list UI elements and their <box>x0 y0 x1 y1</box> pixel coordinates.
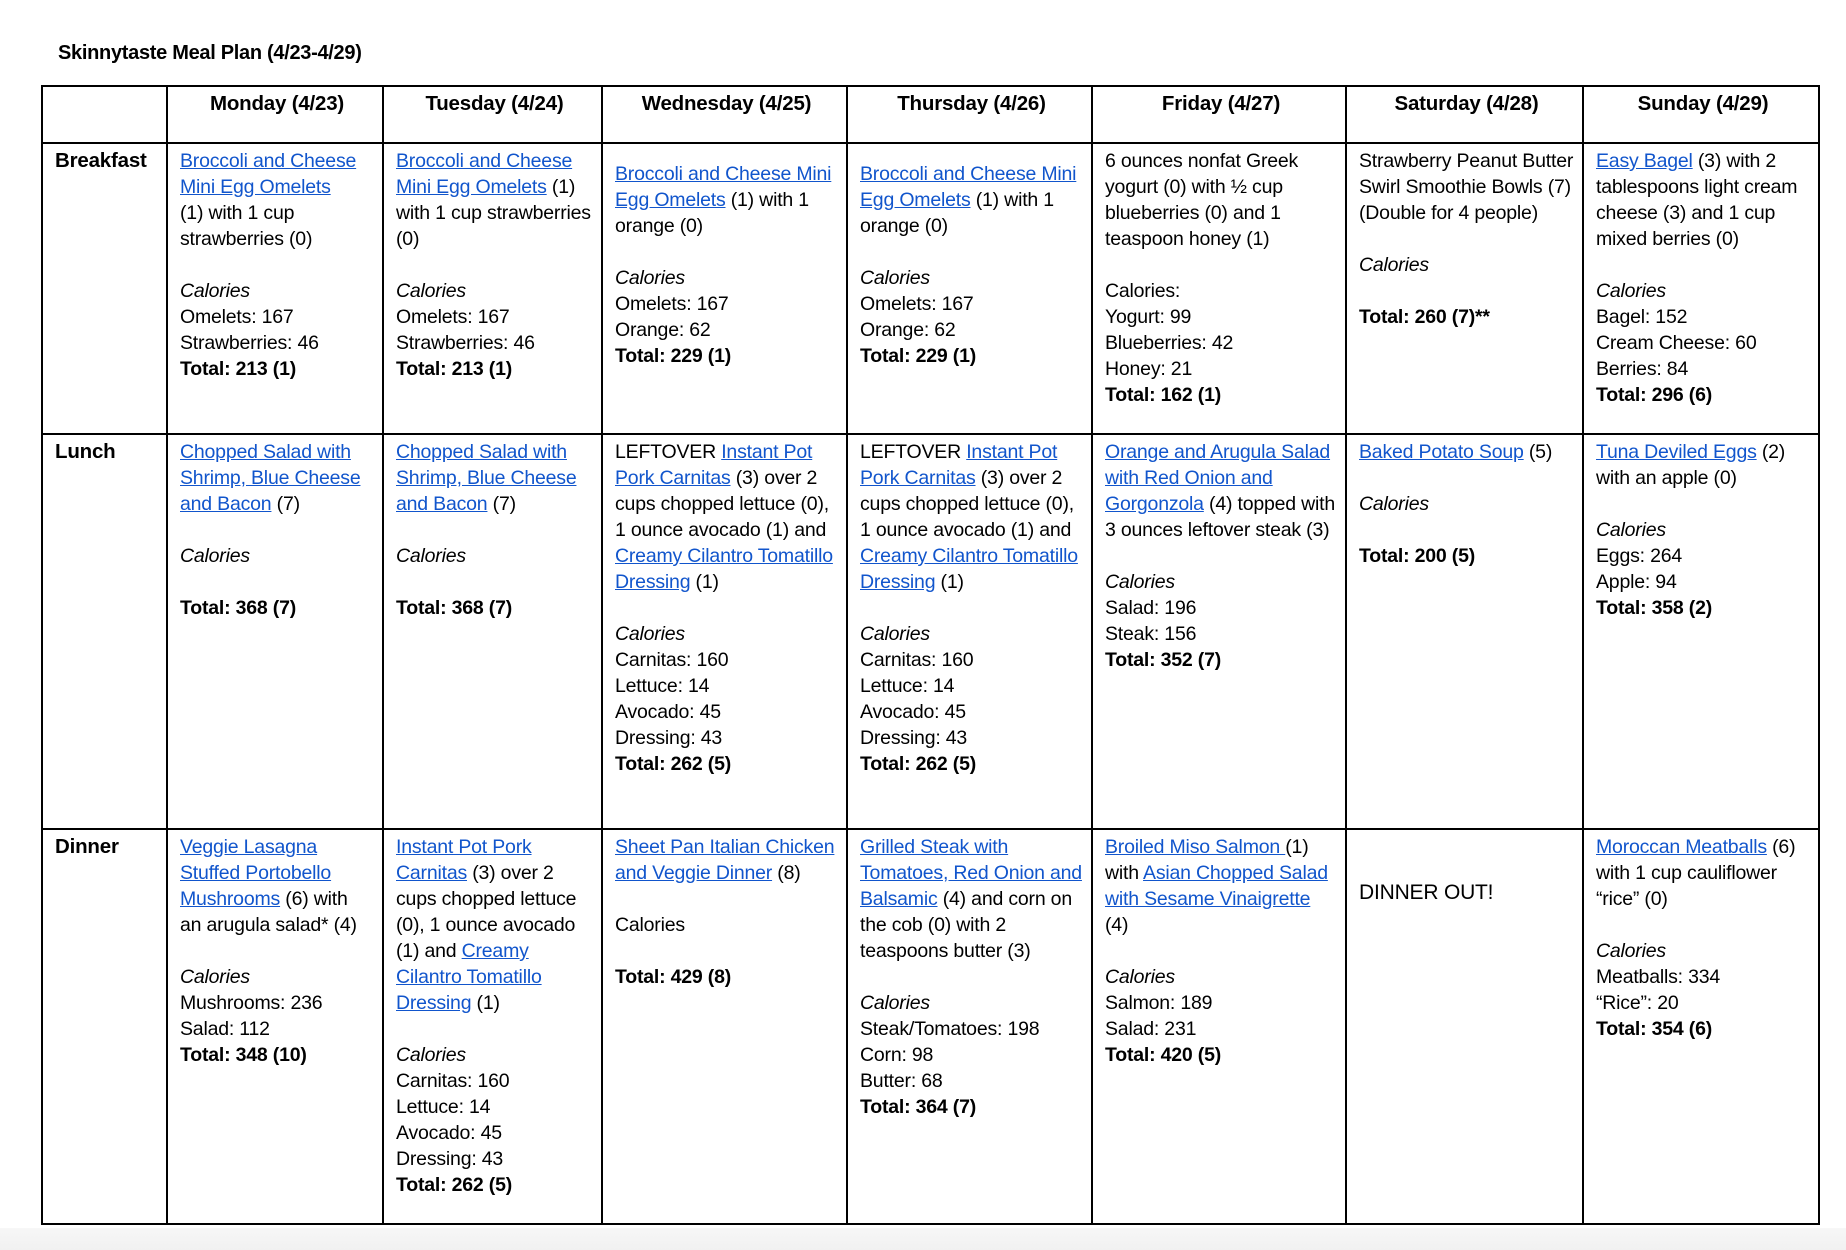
breakfast-sunday-cell <box>1583 143 1819 434</box>
dinner-wednesday-cell <box>602 829 847 1224</box>
calorie-total: Total: 262 (5) <box>860 753 977 775</box>
recipe-link[interactable]: Veggie Lasagna Stuffed Portobello Mushrooms <box>180 836 332 910</box>
row-header-dinner: Dinner <box>42 829 167 1224</box>
recipe-link[interactable]: Easy Bagel <box>1596 150 1693 172</box>
calorie-item: Bagel: 152 <box>1596 306 1688 328</box>
meal-description: (1) with 1 orange (0) <box>615 189 809 237</box>
dinner-row <box>42 829 1819 1224</box>
lunch-friday-cell <box>1092 434 1346 829</box>
meal-description: 6 ounces nonfat Greek yogurt (0) with ½ cup blueberries (0) and 1 teaspoon honey (1) <box>1105 150 1299 250</box>
calorie-item: Lettuce: 14 <box>396 1096 491 1118</box>
dinner-tuesday-cell <box>383 829 602 1224</box>
lunch-saturday-cell <box>1346 434 1583 829</box>
calorie-item: Mushrooms: 236 <box>180 992 323 1014</box>
calories-label: Calories: <box>1105 280 1181 302</box>
calorie-item: Salad: 196 <box>1105 597 1197 619</box>
column-header-sunday: Sunday (4/29) <box>1583 86 1819 143</box>
calorie-item: Carnitas: 160 <box>860 649 974 671</box>
calorie-total: Total: 262 (5) <box>396 1174 513 1196</box>
breakfast-thursday-cell <box>847 143 1092 434</box>
calorie-item: Butter: 68 <box>860 1070 943 1092</box>
meal-description: (3) over 2 cups chopped lettuce (0), 1 ounce avocado (1) and <box>860 467 1074 541</box>
recipe-link-dressing[interactable]: Creamy Cilantro Tomatillo Dressing <box>860 545 1078 593</box>
lunch-sunday-cell <box>1583 434 1819 829</box>
calorie-total: Total: 262 (5) <box>615 753 732 775</box>
recipe-link[interactable]: Baked Potato Soup <box>1359 441 1524 463</box>
calories-label: Calories <box>1596 940 1666 962</box>
meal-description: (3) with 2 tablespoons light cream cheese (3) and 1 cup mixed berries (0) <box>1596 150 1798 250</box>
meal-description-suffix: (1) <box>471 992 500 1014</box>
calorie-item: Orange: 62 <box>860 319 956 341</box>
calories-label: Calories <box>180 280 250 302</box>
breakfast-wednesday-cell <box>602 143 847 434</box>
calories-label: Calories <box>1359 493 1429 515</box>
calorie-item: Carnitas: 160 <box>615 649 729 671</box>
meal-description: (3) over 2 cups chopped lettuce (0), 1 ounce avocado (1) and <box>615 467 829 541</box>
calorie-item: Omelets: 167 <box>180 306 294 328</box>
calories-label: Calories <box>1596 519 1666 541</box>
recipe-link[interactable]: Instant Pot Pork Carnitas <box>615 441 813 489</box>
calorie-item: Salmon: 189 <box>1105 992 1213 1014</box>
calories-label: Calories <box>615 623 685 645</box>
calorie-total: Total: 368 (7) <box>396 597 513 619</box>
lunch-tuesday-cell <box>383 434 602 829</box>
breakfast-tuesday-cell <box>383 143 602 434</box>
page-title: Skinnytaste Meal Plan (4/23-4/29) <box>58 42 362 64</box>
calories-label: Calories <box>860 992 930 1014</box>
recipe-link[interactable]: Chopped Salad with Shrimp, Blue Cheese and Bacon <box>396 441 577 515</box>
calorie-item: Yogurt: 99 <box>1105 306 1192 328</box>
calorie-total: Total: 229 (1) <box>615 345 732 367</box>
column-header-wednesday: Wednesday (4/25) <box>602 86 847 143</box>
calorie-item: Apple: 94 <box>1596 571 1677 593</box>
recipe-link[interactable]: Broccoli and Cheese Mini Egg Omelets <box>615 163 832 211</box>
recipe-link-salad[interactable]: Asian Chopped Salad with Sesame Vinaigrette <box>1105 862 1328 910</box>
calorie-total: Total: 354 (6) <box>1596 1018 1713 1040</box>
meal-description: (7) <box>271 493 300 515</box>
calorie-item: Meatballs: 334 <box>1596 966 1721 988</box>
calorie-item: Salad: 231 <box>1105 1018 1197 1040</box>
calorie-total: Total: 358 (2) <box>1596 597 1713 619</box>
breakfast-monday-cell <box>167 143 383 434</box>
calorie-item: Omelets: 167 <box>615 293 729 315</box>
meal-description: (1) with <box>1105 836 1309 884</box>
calorie-total: Total: 348 (10) <box>180 1044 307 1066</box>
calorie-item: Cream Cheese: 60 <box>1596 332 1757 354</box>
calorie-item: Dressing: 43 <box>396 1148 504 1170</box>
calories-label: Calories <box>615 914 685 936</box>
calorie-item: Dressing: 43 <box>860 727 968 749</box>
lunch-row <box>42 434 1819 829</box>
calories-label: Calories <box>860 267 930 289</box>
page-bottom-edge <box>0 1228 1846 1250</box>
calorie-item: Corn: 98 <box>860 1044 934 1066</box>
calorie-item: Omelets: 167 <box>860 293 974 315</box>
meal-description: (1) with 1 cup strawberries (0) <box>180 202 313 250</box>
header-row <box>42 86 1819 143</box>
calorie-total: Total: 162 (1) <box>1105 384 1222 406</box>
recipe-link[interactable]: Broiled Miso Salmon <box>1105 836 1286 858</box>
calorie-item: “Rice”: 20 <box>1596 992 1679 1014</box>
calorie-item: Avocado: 45 <box>615 701 721 723</box>
meal-description: (4) topped with 3 ounces leftover steak (3) <box>1105 493 1336 541</box>
meal-description-suffix: (4) <box>1105 914 1129 936</box>
calorie-total: Total: 429 (8) <box>615 966 732 988</box>
calorie-item: Orange: 62 <box>615 319 711 341</box>
calorie-item: Omelets: 167 <box>396 306 510 328</box>
meal-description: (8) <box>772 862 801 884</box>
recipe-link[interactable]: Moroccan Meatballs <box>1596 836 1767 858</box>
calorie-item: Lettuce: 14 <box>615 675 710 697</box>
breakfast-saturday-cell <box>1346 143 1583 434</box>
meal-description: (3) over 2 cups chopped lettuce (0), 1 ounce avocado (1) and <box>396 862 577 962</box>
meal-description: Strawberry Peanut Butter Swirl Smoothie Bowls (7) (Double for 4 people) <box>1359 150 1574 224</box>
meal-description: (2) with an apple (0) <box>1596 441 1786 489</box>
calories-label: Calories <box>396 545 466 567</box>
column-header-tuesday: Tuesday (4/24) <box>383 86 602 143</box>
dinner-friday-cell <box>1092 829 1346 1224</box>
calorie-item: Eggs: 264 <box>1596 545 1683 567</box>
meal-description-suffix: (1) <box>935 571 964 593</box>
column-header-saturday: Saturday (4/28) <box>1346 86 1583 143</box>
meal-description: (6) with 1 cup cauliflower “rice” (0) <box>1596 836 1796 910</box>
recipe-link-dressing[interactable]: Creamy Cilantro Tomatillo Dressing <box>396 940 542 1014</box>
dinner-saturday-cell <box>1346 829 1583 1224</box>
row-header-lunch: Lunch <box>42 434 167 829</box>
calorie-total: Total: 352 (7) <box>1105 649 1222 671</box>
leftover-prefix: LEFTOVER <box>860 441 967 463</box>
meal-plan-table <box>41 85 1820 1225</box>
calorie-total: Total: 213 (1) <box>396 358 513 380</box>
column-header-monday: Monday (4/23) <box>167 86 383 143</box>
calorie-total: Total: 260 (7)** <box>1359 306 1490 328</box>
calorie-total: Total: 200 (5) <box>1359 545 1476 567</box>
lunch-thursday-cell <box>847 434 1092 829</box>
calories-label: Calories <box>1105 966 1175 988</box>
calorie-item: Strawberries: 46 <box>396 332 535 354</box>
row-header-breakfast: Breakfast <box>42 143 167 434</box>
calorie-item: Steak: 156 <box>1105 623 1197 645</box>
meal-description: (4) and corn on the cob (0) with 2 teaspoons butter (3) <box>860 888 1072 962</box>
recipe-link[interactable]: Orange and Arugula Salad with Red Onion and Gorgonzola <box>1105 441 1331 515</box>
corner-cell <box>42 86 167 143</box>
calorie-item: Dressing: 43 <box>615 727 723 749</box>
meal-description: (1) with 1 orange (0) <box>860 189 1054 237</box>
calorie-total: Total: 364 (7) <box>860 1096 977 1118</box>
calories-label: Calories <box>615 267 685 289</box>
calories-label: Calories <box>396 280 466 302</box>
calorie-item: Blueberries: 42 <box>1105 332 1234 354</box>
meal-description: (5) <box>1523 441 1553 463</box>
breakfast-friday-cell <box>1092 143 1346 434</box>
calories-label: Calories <box>860 623 930 645</box>
recipe-link[interactable]: Broccoli and Cheese Mini Egg Omelets <box>396 150 573 198</box>
calorie-item: Steak/Tomatoes: 198 <box>860 1018 1040 1040</box>
calorie-item: Avocado: 45 <box>396 1122 502 1144</box>
calorie-item: Berries: 84 <box>1596 358 1689 380</box>
calories-label: Calories <box>1596 280 1666 302</box>
dinner-sunday-cell <box>1583 829 1819 1224</box>
calorie-item: Carnitas: 160 <box>396 1070 510 1092</box>
recipe-link[interactable]: Instant Pot Pork Carnitas <box>396 836 532 884</box>
calorie-item: Honey: 21 <box>1105 358 1193 380</box>
meal-description: (6) with an arugula salad* (4) <box>180 888 357 936</box>
recipe-link[interactable]: Grilled Steak with Tomatoes, Red Onion and Balsamic <box>860 836 1082 910</box>
recipe-link-dressing[interactable]: Creamy Cilantro Tomatillo Dressing <box>615 545 833 593</box>
calorie-item: Avocado: 45 <box>860 701 966 723</box>
lunch-monday-cell <box>167 434 383 829</box>
recipe-link[interactable]: Sheet Pan Italian Chicken and Veggie Dinner <box>615 836 835 884</box>
calorie-item: Strawberries: 46 <box>180 332 319 354</box>
calories-label: Calories <box>180 966 250 988</box>
leftover-prefix: LEFTOVER <box>615 441 722 463</box>
recipe-link[interactable]: Chopped Salad with Shrimp, Blue Cheese and Bacon <box>180 441 361 515</box>
calories-label: Calories <box>1105 571 1175 593</box>
calorie-item: Lettuce: 14 <box>860 675 955 697</box>
recipe-link[interactable]: Broccoli and Cheese Mini Egg Omelets <box>860 163 1077 211</box>
breakfast-row <box>42 143 1819 434</box>
calorie-total: Total: 368 (7) <box>180 597 297 619</box>
calories-label: Calories <box>396 1044 466 1066</box>
calorie-total: Total: 229 (1) <box>860 345 977 367</box>
calorie-total: Total: 213 (1) <box>180 358 297 380</box>
column-header-friday: Friday (4/27) <box>1092 86 1346 143</box>
meal-description: (7) <box>487 493 516 515</box>
calorie-total: Total: 420 (5) <box>1105 1044 1222 1066</box>
calories-label: Calories <box>1359 254 1429 276</box>
dinner-monday-cell <box>167 829 383 1224</box>
calories-label: Calories <box>180 545 250 567</box>
calorie-total: Total: 296 (6) <box>1596 384 1713 406</box>
recipe-link[interactable]: Broccoli and Cheese Mini Egg Omelets <box>180 150 357 198</box>
column-header-thursday: Thursday (4/26) <box>847 86 1092 143</box>
meal-description-suffix: (1) <box>690 571 719 593</box>
calorie-item: Salad: 112 <box>180 1018 270 1040</box>
recipe-link[interactable]: Instant Pot Pork Carnitas <box>860 441 1058 489</box>
dinner-thursday-cell <box>847 829 1092 1224</box>
meal-description: (1) with 1 cup strawberries (0) <box>396 176 591 250</box>
dinner-out-note: DINNER OUT! <box>1359 881 1494 904</box>
lunch-wednesday-cell <box>602 434 847 829</box>
recipe-link[interactable]: Tuna Deviled Eggs <box>1596 441 1757 463</box>
